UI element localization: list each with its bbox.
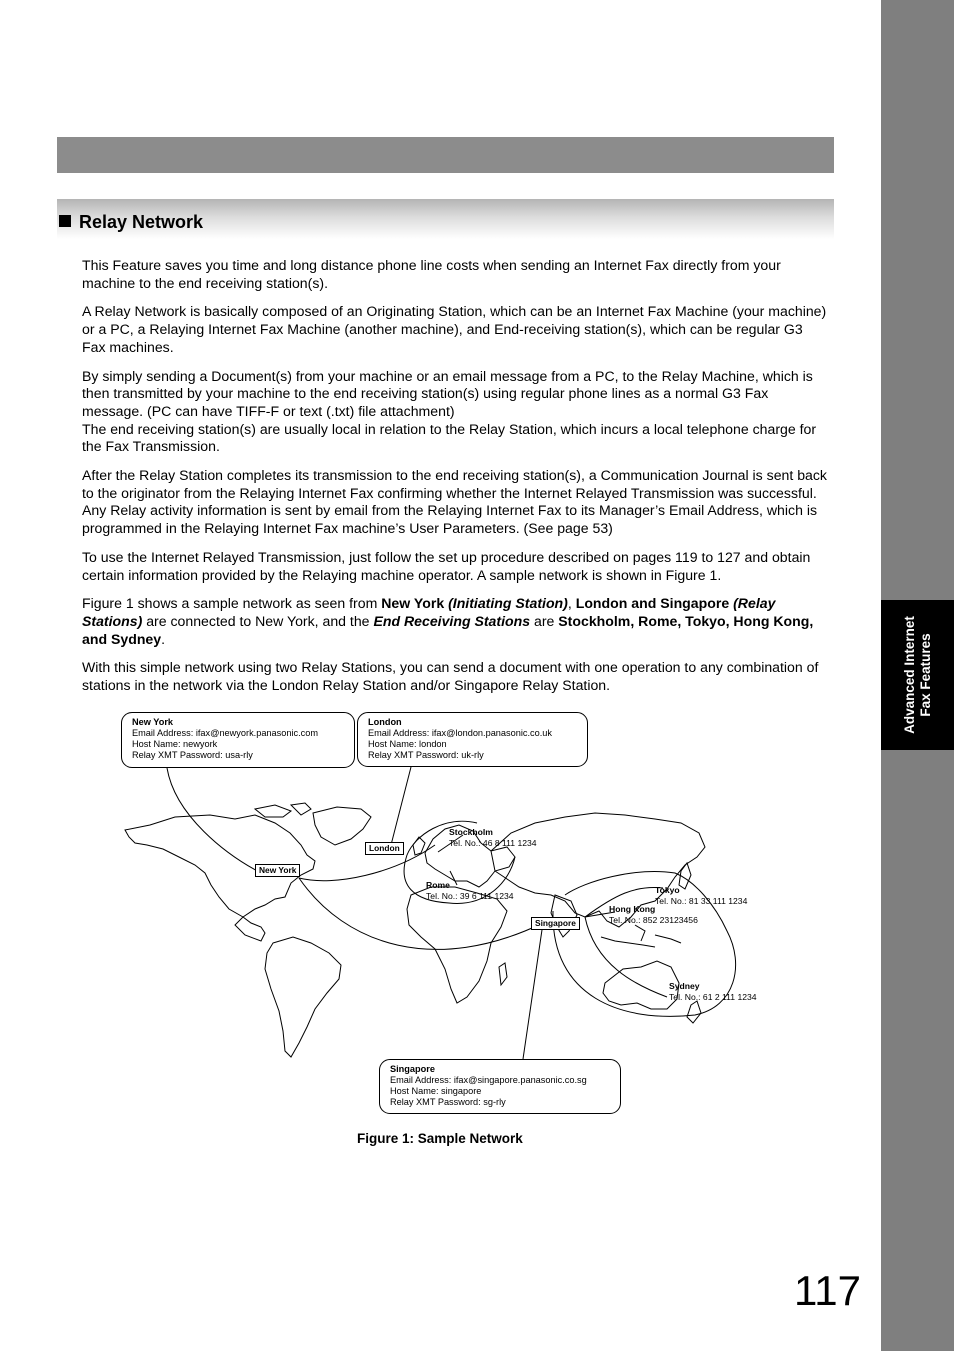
paragraph-3a: By simply sending a Document(s) from your machine or an email message from a PC, to the Relay Machine, which is then transmitted by your machine to the end receiving station(s) using regular phone lines as a normal G3 Fax message. (PC can have TIFF-F or text (.txt) file attachment) bbox=[82, 367, 813, 419]
sample-network-figure bbox=[115, 705, 795, 1125]
chapter-tab-label bbox=[881, 600, 954, 750]
singapore-map-label: Singapore bbox=[531, 917, 580, 930]
india-outline bbox=[551, 895, 577, 937]
stockholm-label: Stockholm Tel. No.: 46 8 111 1234 bbox=[449, 827, 537, 848]
rome-label: Rome Tel. No.: 39 6 111 1234 bbox=[426, 880, 514, 901]
page-number: 117 bbox=[794, 1267, 861, 1314]
paragraph-1: This Feature saves you time and long distance phone line costs when sending an Internet Fax directly from your machine to the end receiving station(s). bbox=[82, 257, 781, 291]
hongkong-label: Hong Kong Tel. No.: 852 23123456 bbox=[609, 904, 698, 925]
africa-outline bbox=[407, 887, 507, 1003]
chapter-tab-line1: Advanced Internet bbox=[901, 616, 917, 734]
greenland-outline bbox=[313, 807, 371, 845]
chapter-tab bbox=[881, 600, 954, 750]
singapore-info-box: Singapore Email Address: ifax@singapore.panasonic.co.sg Host Name: singapore Relay XMT Password: sg-rly bbox=[379, 1059, 621, 1114]
paragraph-5: To use the Internet Relayed Transmission, just follow the set up procedure described on pages 119 to 127 and obtain certain information provided by the Relaying machine operator. A sample network is shown in Figure 1. bbox=[82, 548, 811, 583]
north-america-outline bbox=[125, 815, 315, 941]
paragraph-3b: The end receiving station(s) are usually local in relation to the Relay Station, which incurs a local telephone charge for the Fax Transmission. bbox=[82, 420, 817, 455]
paragraph-2: A Relay Network is basically composed of an Originating Station, which can be an Internet Fax Machine (your machine) or a PC, a Relaying Internet Fax Machine (another machine), and End-receiving station(s), which can be regular G3 Fax machines. bbox=[82, 303, 827, 355]
newyork-leader-line bbox=[167, 768, 265, 875]
paragraph-4: After the Relay Station completes its transmission to the end receiving station(s), a Communication Journal is sent back to the originator from the Relaying Internet Fax confirming whether the Internet Relayed Transmission was successful. Any Relay activity information is sent by email from the Relaying Internet Fax to its Manager’s Email Address, which is programmed in the Relaying Internet Fax machine’s User Parameters. (See page 53) bbox=[82, 467, 827, 537]
figure-caption: Figure 1: Sample Network bbox=[357, 1131, 523, 1146]
london-map-label: London bbox=[365, 842, 404, 855]
indonesia-outline bbox=[601, 925, 681, 947]
london-leader-line bbox=[391, 767, 411, 845]
body-text bbox=[82, 257, 830, 706]
paragraph-6: Figure 1 shows a sample network as seen from New York (Initiating Station), London and Singapore (Relay Stations) are connected to New York, and the End Receiving Stations are Stockholm, Rome, Tokyo, Hong Kong, and Sydney. bbox=[82, 595, 814, 647]
newyork-info-box: New York Email Address: ifax@newyork.panasonic.com Host Name: newyork Relay XMT Password: usa-rly bbox=[121, 712, 355, 768]
section-title bbox=[59, 212, 203, 233]
new-zealand bbox=[687, 1001, 701, 1023]
singapore-leader-line bbox=[523, 923, 543, 1059]
madagascar bbox=[499, 963, 507, 985]
paragraph-7: With this simple network using two Relay Stations, you can send a document with one operation to any combination of stations in the network via the London Relay Station and/or Singapore Relay Station. bbox=[82, 659, 819, 694]
tokyo-label: Tokyo Tel. No.: 81 33 111 1234 bbox=[655, 885, 748, 906]
section-title-text: Relay Network bbox=[79, 212, 204, 232]
london-info-box: London Email Address: ifax@london.panasonic.co.uk Host Name: london Relay XMT Password: uk-rly bbox=[357, 712, 588, 767]
header-bar bbox=[57, 137, 834, 173]
bullet-square-icon bbox=[59, 215, 71, 227]
newyork-map-label: New York bbox=[255, 864, 300, 877]
sydney-label: Sydney Tel. No.: 61 2 111 1234 bbox=[669, 981, 757, 1002]
sydney-line bbox=[585, 917, 667, 997]
south-america-outline bbox=[265, 937, 341, 1057]
chapter-tab-line2: Fax Features bbox=[917, 633, 933, 717]
arctic-islands bbox=[255, 803, 311, 817]
